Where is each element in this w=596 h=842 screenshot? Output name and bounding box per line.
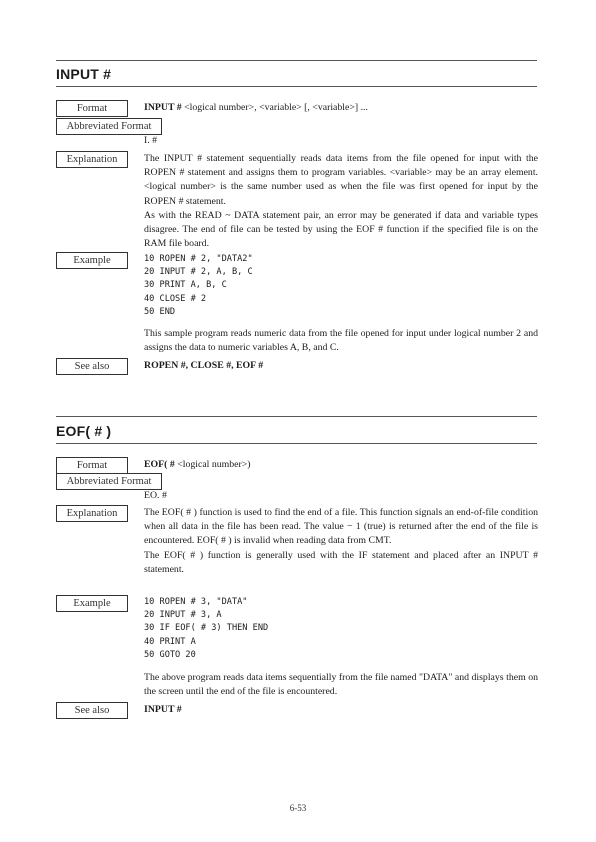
code-line: 30 IF EOF( # 3) THEN END [144, 623, 269, 634]
format-args: <logical number>) [177, 459, 251, 470]
explanation-paragraph: The EOF( # ) function is used to find the end of a file. This function signals an end-of-file condition when all data in the file has been read. The value − 1 (true) is returned after the end of the file is encountered. EOF( # ) is invalid when reading data from CMT. [144, 507, 538, 547]
section-top-rule [56, 60, 537, 61]
example-label: Example [56, 595, 128, 612]
explanation-paragraph: As with the READ ~ DATA statement pair, an error may be generated if data and variable types disagree. The end of file can be tested by using the EOF # function if the specified file is on the RAM file board. [144, 209, 538, 250]
see-also-links: ROPEN #, CLOSE #, EOF # [144, 360, 264, 371]
explanation [144, 506, 538, 577]
code-line: 20 INPUT # 3, A [144, 610, 222, 621]
format-keyword: INPUT # [144, 102, 182, 113]
code-line: 50 END [144, 306, 176, 317]
code-line: 10 ROPEN # 2, "DATA2" [144, 254, 253, 264]
explanation-paragraph: The INPUT # statement sequentially reads data items from the file opened for input with the ROPEN # statement and assigns them to program variables. <variable> may be an array element. <logical number> is the same number used as when the file was first opened for input by the ROPEN # statement. [144, 153, 538, 207]
section-top-rule [56, 416, 537, 417]
code-line: 40 PRINT A [144, 636, 196, 647]
abbreviated-format: EO. # [144, 490, 167, 501]
format-args: <logical number>, <variable> [, <variable>] ... [181, 102, 368, 113]
see-also-label: See also [56, 358, 128, 375]
code-line: 30 PRINT A, B, C [144, 280, 227, 291]
example-code [144, 596, 538, 662]
example-note: This sample program reads numeric data from the file opened for input under logical number 2 and assigns the data to numeric variables A, B, and C. [144, 328, 538, 354]
code-line: 10 ROPEN # 3, "DATA" [144, 597, 248, 607]
format-syntax [144, 101, 538, 115]
section-heading: EOF( # ) [56, 423, 112, 439]
code-line: 20 INPUT # 2, A, B, C [144, 267, 253, 278]
explanation-paragraph: The EOF( # ) function is generally used with the IF statement and placed after an INPUT # statement. [144, 549, 538, 575]
format-label: Format [56, 457, 128, 474]
see-also-links: INPUT # [144, 704, 182, 715]
format-keyword: EOF( # [144, 459, 178, 470]
explanation-label: Explanation [56, 151, 128, 168]
abbreviated-format: I. # [144, 135, 158, 146]
example-label: Example [56, 252, 128, 269]
format-syntax [144, 458, 538, 472]
page-number: 6-53 [289, 803, 307, 813]
see-also-label: See also [56, 702, 128, 719]
example-code [144, 253, 538, 319]
section-heading: INPUT # [56, 66, 112, 82]
explanation-label: Explanation [56, 505, 128, 522]
section-heading-rule [56, 443, 537, 444]
abbreviated-format-label: Abbreviated Format [56, 473, 162, 490]
code-line: 40 CLOSE # 2 [144, 293, 207, 304]
section-heading-rule [56, 86, 537, 87]
explanation [144, 152, 538, 251]
format-label: Format [56, 100, 128, 117]
abbreviated-format-label: Abbreviated Format [56, 118, 162, 135]
example-note: The above program reads data items sequentially from the file named "DATA" and displays them on the screen until the end of the file is encountered. [144, 672, 538, 698]
code-line: 50 GOTO 20 [144, 649, 196, 660]
